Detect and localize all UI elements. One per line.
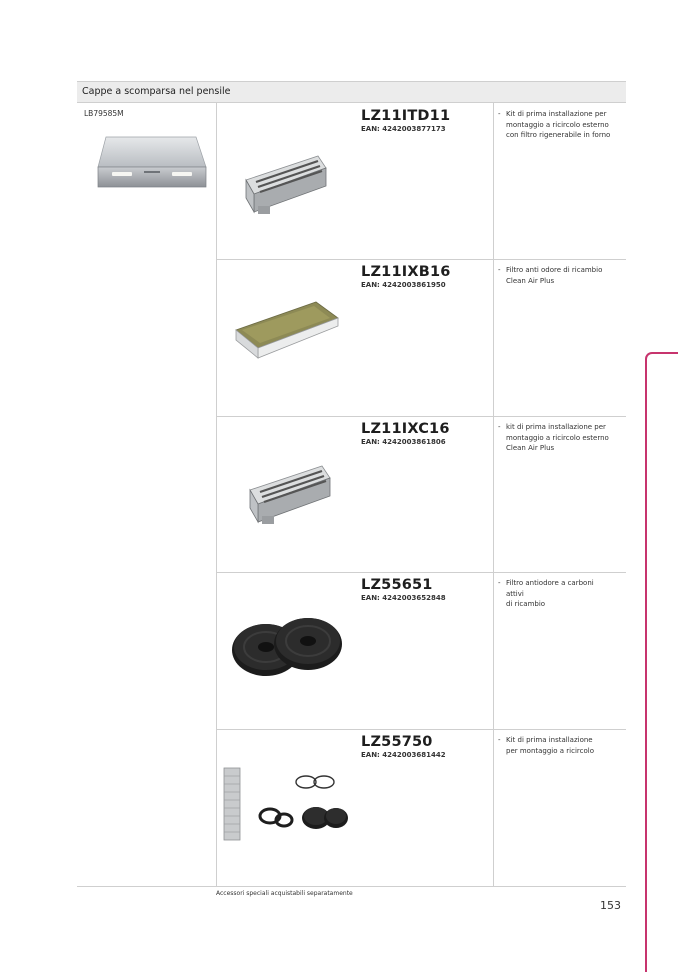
description-text: Kit di prima installazione per montaggio a ricircolo: [506, 736, 594, 755]
bullet: -: [498, 110, 501, 118]
table-bottom-rule: [77, 886, 626, 887]
page-number: 153: [600, 899, 621, 912]
bullet: -: [498, 423, 501, 431]
recirculation-kit-image: [236, 146, 332, 218]
recirculation-kit-image: [240, 456, 336, 528]
product-description: [498, 109, 623, 141]
product-code: LZ11IXC16: [361, 421, 450, 437]
description-text: Filtro anti odore di ricambio Clean Air Plus: [506, 266, 603, 285]
row-divider: [217, 572, 626, 573]
product-description: [498, 578, 623, 610]
ean-code: EAN: 4242003877173: [361, 125, 446, 133]
section-header: [77, 81, 626, 103]
description-text: Filtro antiodore a carboni attivi di ricambio: [506, 579, 594, 608]
bullet: -: [498, 579, 501, 587]
product-code: LZ11IXB16: [361, 264, 451, 280]
product-description: [498, 735, 623, 756]
section-tab-marker: [645, 352, 678, 972]
product-description: [498, 265, 623, 286]
ean-code: EAN: 4242003861806: [361, 438, 446, 446]
ean-code: EAN: 4242003652848: [361, 594, 446, 602]
odour-filter-image: [230, 296, 342, 366]
ean-code: EAN: 4242003681442: [361, 751, 446, 759]
bullet: -: [498, 736, 501, 744]
row-divider: [217, 729, 626, 730]
column-divider-right: [493, 103, 494, 886]
row-divider: [217, 259, 626, 260]
product-description: [498, 422, 623, 454]
column-divider-left: [216, 103, 217, 886]
ean-code: EAN: 4242003861950: [361, 281, 446, 289]
carbon-filters-image: [226, 606, 346, 686]
section-title: Cappe a scomparsa nel pensile: [82, 86, 231, 97]
product-code: LZ55750: [361, 734, 433, 750]
row-divider: [217, 416, 626, 417]
model-label: LB79585M: [84, 109, 124, 118]
bullet: -: [498, 266, 501, 274]
footer-note: Accessori speciali acquistabili separatamente: [216, 890, 353, 897]
product-code: LZ55651: [361, 577, 433, 593]
description-text: Kit di prima installazione per montaggio a ricircolo esterno con filtro rigenerabile in forno: [506, 110, 611, 139]
installation-kit-image: [220, 764, 350, 844]
description-text: kit di prima installazione per montaggio a ricircolo esterno Clean Air Plus: [506, 423, 609, 452]
hood-image: [96, 131, 208, 191]
product-code: LZ11ITD11: [361, 108, 451, 124]
